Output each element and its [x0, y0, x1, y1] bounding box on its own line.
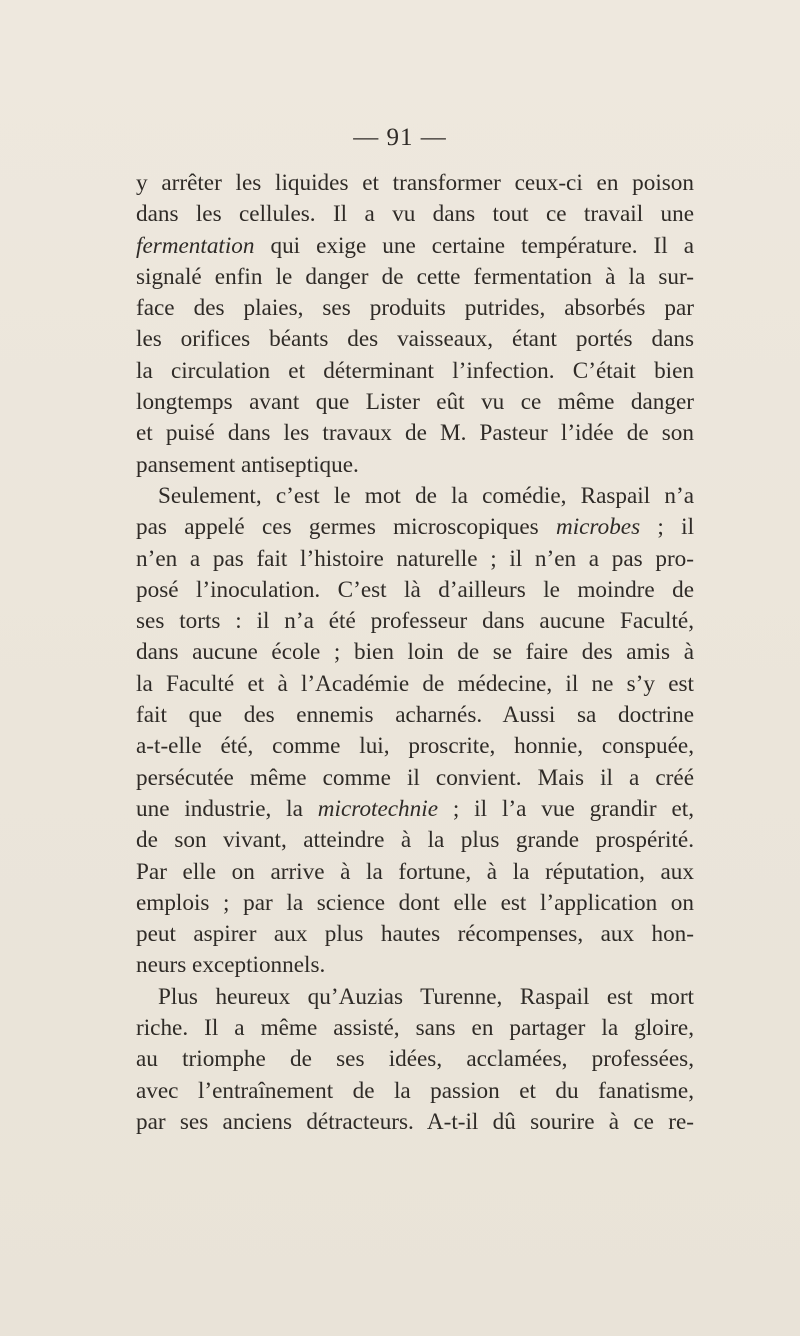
body-text: [136, 168, 694, 1138]
text-line: et puisé dans les travaux de M. Pasteur l’idée de son: [136, 420, 694, 447]
text-line: n’en a pas fait l’histoire naturelle ; il n’en a pas pro-: [136, 545, 694, 572]
text-line: persécutée même comme il convient. Mais il a créé: [136, 764, 694, 791]
text-line: dans les cellules. Il a vu dans tout ce travail une: [136, 201, 694, 228]
text-line: longtemps avant que Lister eût vu ce même danger: [136, 389, 694, 416]
text-line: [136, 512, 694, 543]
text-line: Seulement, c’est le mot de la comédie, Raspail n’a: [158, 482, 694, 509]
italic-term: microbes: [555, 514, 641, 541]
text-line: peut aspirer aux plus hautes récompenses, aux hon-: [136, 921, 694, 948]
text-line: la Faculté et à l’Académie de médecine, il ne s’y est: [136, 670, 694, 697]
text-line: face des plaies, ses produits putrides, absorbés par: [136, 295, 694, 322]
text-line: pansement antiseptique.: [136, 451, 359, 478]
text-line: y arrêter les liquides et transformer ceux-ci en poison: [136, 170, 694, 196]
text-span: ; il: [640, 514, 695, 541]
italic-term: fermentation: [136, 232, 255, 259]
text-line: fait que des ennemis acharnés. Aussi sa doctrine: [136, 702, 694, 729]
text-span: une industrie, la: [136, 795, 318, 822]
text-line: avec l’entraînement de la passion et du fanatisme,: [136, 1077, 694, 1104]
text-line: a-t-elle été, comme lui, proscrite, honnie, conspuée,: [136, 733, 694, 760]
italic-term: microtechnie: [317, 795, 438, 822]
text-line: [136, 231, 694, 262]
text-line: ses torts : il n’a été professeur dans aucune Faculté,: [136, 608, 694, 635]
text-line: dans aucune école ; bien loin de se faire des amis à: [136, 639, 694, 666]
text-line: riche. Il a même assisté, sans en partager la gloire,: [136, 1015, 694, 1042]
text-line: les orifices béants des vaisseaux, étant portés dans: [136, 326, 694, 353]
text-line: de son vivant, atteindre à la plus grande prospérité.: [136, 827, 694, 854]
text-line: au triomphe de ses idées, acclamées, professées,: [136, 1046, 694, 1073]
text-span: ; il l’a vue grandir et,: [437, 795, 694, 822]
text-line: Plus heureux qu’Auzias Turenne, Raspail est mort: [158, 983, 694, 1010]
text-line: Par elle on arrive à la fortune, à la réputation, aux: [136, 858, 694, 885]
text-line: neurs exceptionnels.: [136, 952, 326, 979]
text-line: [136, 794, 694, 825]
text-line: la circulation et déterminant l’infection. C’était bien: [136, 357, 694, 384]
text-span: pas appelé ces germes microscopiques: [136, 514, 556, 541]
text-line: par ses anciens détracteurs. A-t-il dû sourire à ce re-: [136, 1108, 694, 1135]
page-number: — 91 —: [353, 124, 447, 151]
text-line: signalé enfin le danger de cette fermentation à la sur-: [136, 263, 694, 290]
text-line: emplois ; par la science dont elle est l’application on: [136, 889, 694, 916]
text-span: qui exige une certaine température. Il a: [254, 232, 694, 259]
text-line: posé l’inoculation. C’est là d’ailleurs le moindre de: [136, 576, 694, 603]
